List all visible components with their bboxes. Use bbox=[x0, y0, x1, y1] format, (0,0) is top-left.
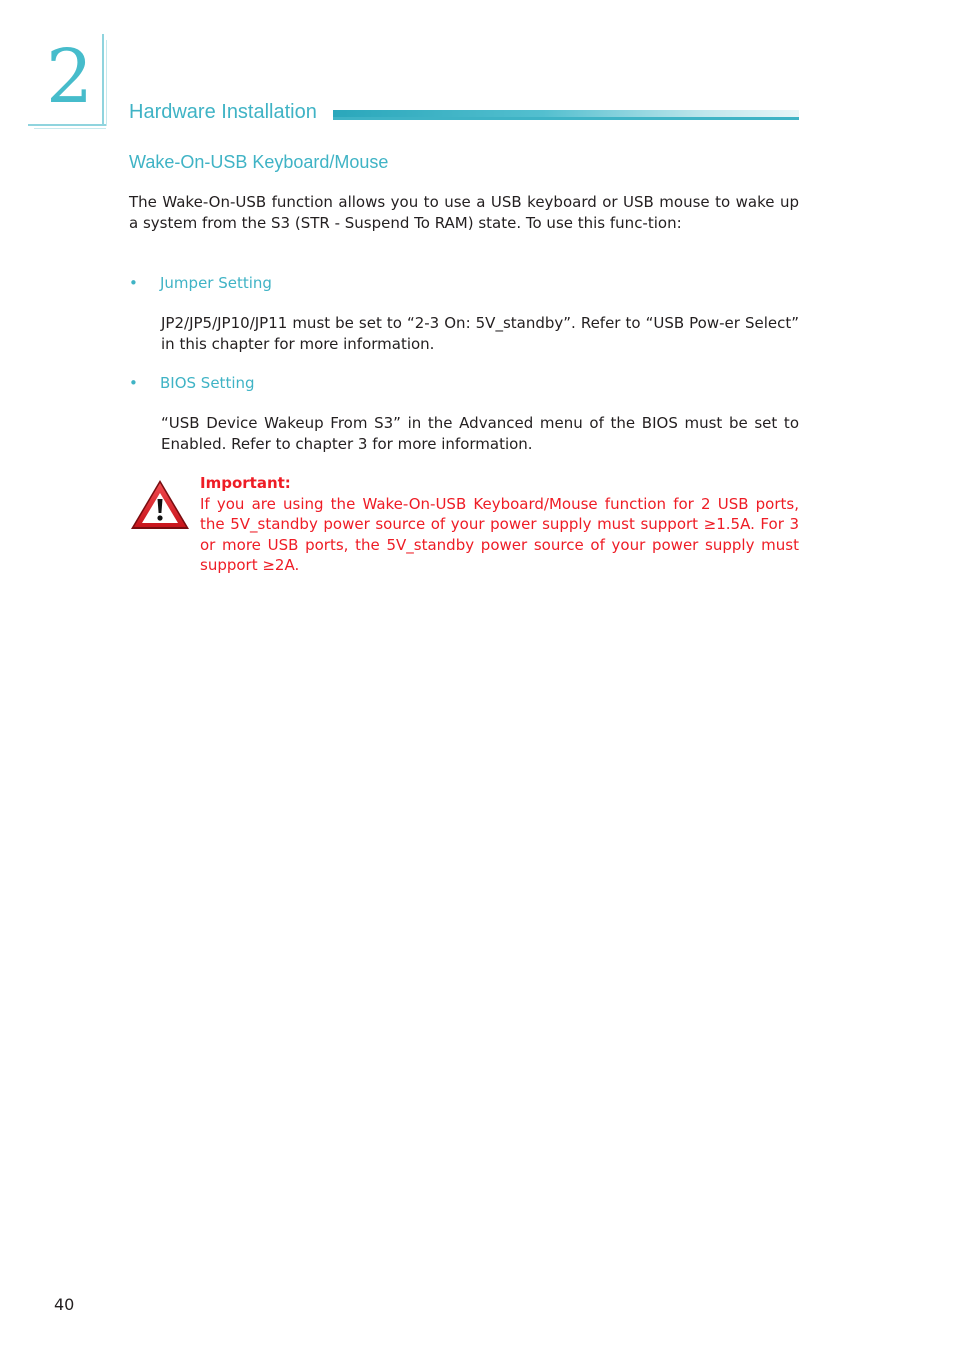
chapter-number: 2 bbox=[46, 34, 94, 120]
header-gradient-bar bbox=[333, 110, 799, 117]
important-text: If you are using the Wake-On-USB Keyboard/Mouse function for 2 USB ports, the 5V_standby power source of your power supply must support ≥1.5A. For 3 or more USB ports, the 5V_standby power source of your power supply must support ≥2A. bbox=[200, 494, 799, 574]
bullet-heading: BIOS Setting bbox=[160, 374, 255, 392]
important-label: Important: bbox=[200, 474, 291, 492]
section-title: Wake-On-USB Keyboard/Mouse bbox=[129, 152, 389, 172]
important-notice bbox=[200, 473, 799, 576]
warning-triangle-icon bbox=[129, 478, 191, 532]
page-header-title: Hardware Installation bbox=[129, 101, 317, 123]
header-underline bbox=[333, 117, 799, 120]
header-decorative-bar bbox=[333, 110, 799, 120]
bullet-item-bios-setting bbox=[129, 373, 255, 393]
bullet-dot: • bbox=[129, 374, 138, 392]
chapter-marker-horizontal-line bbox=[28, 124, 106, 126]
chapter-marker-horizontal-line-light bbox=[34, 128, 106, 129]
bullet-dot: • bbox=[129, 274, 138, 292]
chapter-marker-vertical-line-light bbox=[106, 40, 107, 126]
chapter-marker-vertical-line bbox=[102, 34, 104, 126]
bullet-item-jumper-setting bbox=[129, 273, 272, 293]
bios-setting-paragraph: “USB Device Wakeup From S3” in the Advanced menu of the BIOS must be set to Enabled. Refer to chapter 3 for more information. bbox=[161, 414, 799, 453]
page-number: 40 bbox=[54, 1295, 75, 1314]
chapter-marker bbox=[28, 34, 108, 128]
jumper-setting-paragraph: JP2/JP5/JP10/JP11 must be set to “2-3 On: 5V_standby”. Refer to “USB Pow-er Select” in this chapter for more information. bbox=[161, 314, 799, 353]
intro-paragraph: The Wake-On-USB function allows you to use a USB keyboard or USB mouse to wake up a system from the S3 (STR - Suspend To RAM) state. To use this func-tion: bbox=[129, 193, 799, 232]
bullet-heading: Jumper Setting bbox=[160, 274, 272, 292]
